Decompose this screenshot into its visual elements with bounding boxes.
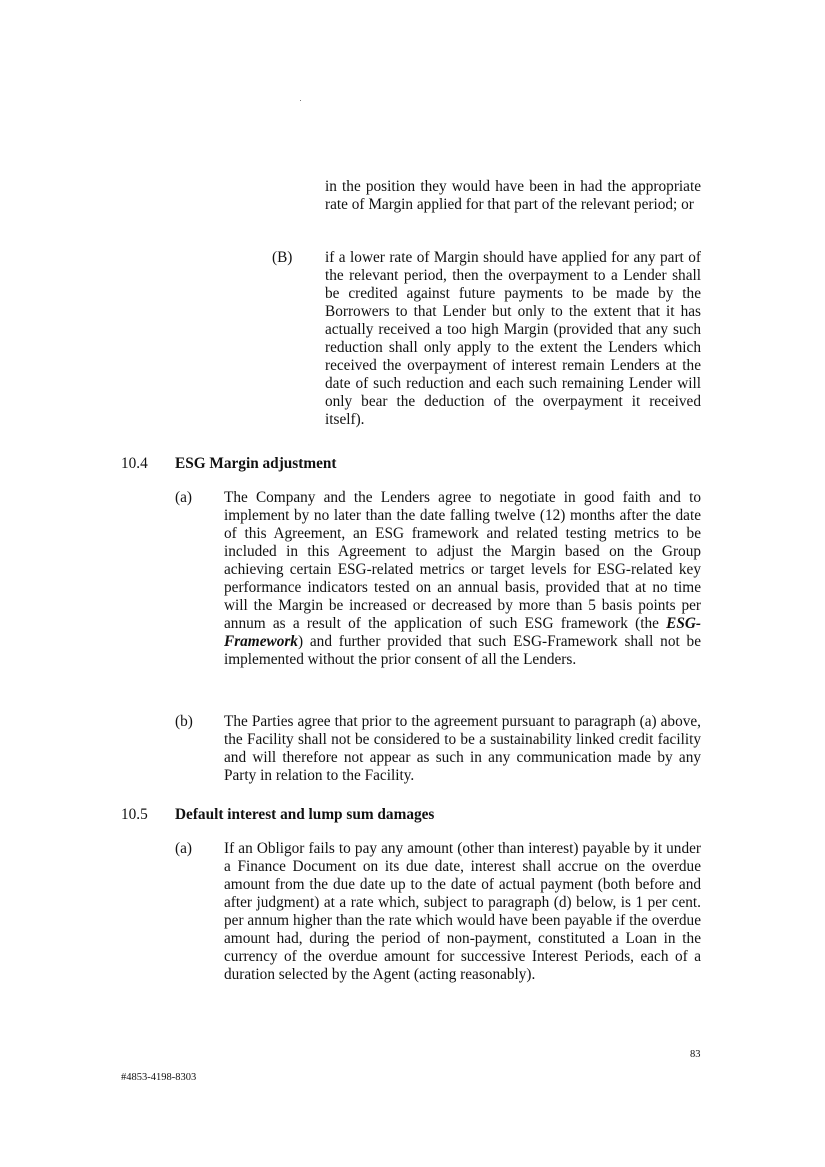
continuation-paragraph: in the position they would have been in had the appropriate rate of Margin applied for that part of the relevant period; or xyxy=(325,178,701,213)
item-b-marker: (B) xyxy=(272,249,293,266)
section-10-4-b-marker: (b) xyxy=(175,713,193,730)
section-10-5-a-paragraph: If an Obligor fails to pay any amount (other than interest) payable by it under a Finance Document on its due date, interest shall accrue on the overdue amount from the due date up to the date of actual payment (both before and after judgment) at a rate which, subject to paragraph (d) below, is 1 per cent. per annum higher than the rate which would have been payable if the overdue amount had, during the period of non-payment, constituted a Loan in the currency of the overdue amount for successive Interest Periods, each of a duration selected by the Agent (acting reasonably). xyxy=(224,840,701,983)
section-10-4-a-text-after: ) and further provided that such ESG-Framework shall not be implemented without the prior consent of all the Lenders. xyxy=(224,633,701,668)
stray-mark xyxy=(300,100,301,101)
section-10-5-number: 10.5 xyxy=(121,806,148,823)
document-reference: #4853-4198-8303 xyxy=(121,1072,197,1083)
section-10-4-number: 10.4 xyxy=(121,455,148,472)
item-b-paragraph: if a lower rate of Margin should have applied for any part of the relevant period, then the overpayment to a Lender shall be credited against future payments to be made by the Borrowers to that Lender but only to the extent that it has actually received a too high Margin (provided that any such reduction shall only apply to the extent the Lenders which received the overpayment of interest remain Lenders at the date of such reduction and each such remaining Lender will only bear the deduction of the overpayment it received itself). xyxy=(325,249,701,428)
section-10-4-a-marker: (a) xyxy=(175,489,192,506)
section-10-4-title: ESG Margin adjustment xyxy=(175,455,337,472)
section-10-5-title: Default interest and lump sum damages xyxy=(175,806,435,823)
section-10-4-a-text-before: The Company and the Lenders agree to negotiate in good faith and to implement by no later than the date falling twelve (12) months after the date of this Agreement, an ESG framework and related testing metrics to be included in this Agreement to adjust the Margin based on the Group achieving certain ESG-related metrics or target levels for ESG-related key performance indicators tested on an annual basis, provided that at no time will the Margin be increased or decreased by more than 5 basis points per annum as a result of the application of such ESG framework (the xyxy=(224,489,701,632)
section-10-4-a-paragraph xyxy=(224,489,701,669)
section-10-4-b-paragraph: The Parties agree that prior to the agreement pursuant to paragraph (a) above, the Facility shall not be considered to be a sustainability linked credit facility and will therefore not appear as such in any communication made by any Party in relation to the Facility. xyxy=(224,713,701,784)
page-number: 83 xyxy=(690,1049,701,1060)
section-10-5-a-marker: (a) xyxy=(175,840,192,857)
esg-framework-defined-term: ESG-Framework xyxy=(224,615,701,650)
